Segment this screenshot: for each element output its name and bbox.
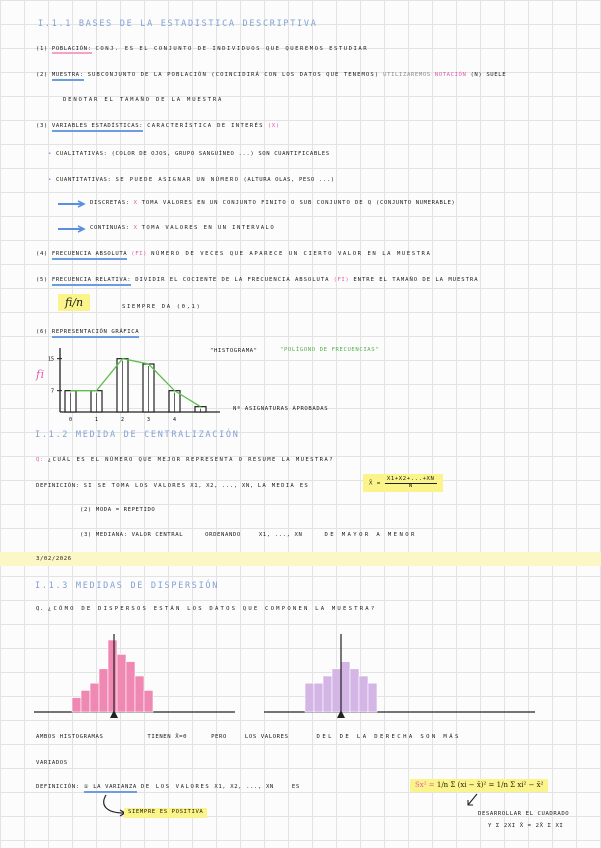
symbol-fi: (FI): [131, 251, 148, 257]
denominator: N: [408, 482, 413, 489]
term-notacion: NOTACIÓN: [434, 72, 467, 78]
term-continuas: CONTINUAS:: [90, 225, 130, 231]
def-variables: CARACTERÍSTICA DE INTERÉS: [147, 123, 264, 129]
term-cualitativas: CUALITATIVAS:: [55, 151, 108, 157]
question-text: ¿CÓMO DE DISPERSOS ESTÁN LOS DATOS QUE COMPONEN LA MUESTRA?: [47, 606, 377, 612]
def-frec-absoluta: NÚMERO DE VECES QUE APARECE UN CIERTO VALOR EN LA MUESTRA: [151, 251, 432, 257]
word-derecha: DEL DE LA DERECHA SON MÁS: [316, 734, 461, 740]
term-poblacion: POBLACIÓN:: [51, 46, 92, 52]
label-histograma: "HISTOGRAMA": [210, 348, 258, 354]
bullet-cualitativas: [48, 152, 330, 158]
date-label: 3/02/2026: [36, 556, 72, 562]
question-text: ¿CUÁL ES EL NÚMERO QUE MEJOR REPRESENTA O RESUME LA MUESTRA?: [47, 457, 334, 463]
purple-histogram-bar: [368, 683, 377, 712]
compare-text: [36, 735, 461, 741]
item-number: (5): [36, 277, 48, 283]
values-x: X1, X2, ..., XN: [214, 784, 274, 790]
item-number: (6): [36, 329, 48, 335]
symbol-n: (N): [470, 72, 483, 78]
dispersion-histograms: [30, 628, 570, 733]
term-variables: VARIABLES ESTADÍSTICAS:: [52, 123, 143, 132]
symbol-fi: (FI): [333, 277, 350, 283]
item-poblacion: [36, 47, 368, 53]
item-number: (2): [36, 72, 48, 78]
note-siempre-positiva: SIEMPRE ES POSITIVA: [124, 808, 207, 818]
sum-expression-alt: = 1/n Σ xi² − x̄²: [488, 781, 544, 789]
axis-label-fi: fi: [36, 368, 45, 381]
question-centralizacion: [36, 458, 334, 464]
symbol-x: (X): [267, 123, 280, 129]
item-number: (1): [36, 46, 48, 52]
pink-histogram-bar: [117, 654, 126, 712]
word-de-mayor-a-menor: DE MAYOR A MENOR: [324, 532, 417, 538]
sum-expression: 1/n Σ (xi − x̄)²: [436, 781, 487, 789]
section-title-centralizacion: I.1.2 MEDIDA DE CENTRALIZACIÓN: [35, 430, 240, 440]
item-number: (4): [36, 251, 48, 257]
values-x: X1, X2, ..., XN,: [190, 483, 254, 489]
purple-histogram-bar: [350, 669, 359, 712]
section-title-bases: I.1.1 BASES DE LA ESTADISTICA DESCRIPTIVA: [38, 19, 318, 29]
term-representacion: REPRESENTACIÓN GRÁFICA: [52, 329, 139, 338]
section-title-dispersion: I.1.3 MEDIDAS DE DISPERSIÓN: [35, 581, 220, 591]
def-media: [36, 484, 309, 490]
def-frec-relativa-end: ENTRE EL TAMAÑO DE LA MUESTRA: [353, 277, 479, 283]
term-mediana: (3) MEDIANA:: [80, 532, 128, 538]
question-dispersion: [36, 607, 376, 613]
word-ordenando: ORDENANDO: [205, 532, 241, 538]
x-tick-label: 4: [172, 417, 177, 423]
purple-histogram-bar: [359, 676, 368, 712]
label-poligono: "POLÍGONO DE FRECUENCIAS": [280, 347, 380, 353]
item-representacion: [36, 330, 139, 336]
word-los-valores: LOS VALORES: [244, 734, 289, 740]
word-ambos: AMBOS HISTOGRAMAS: [36, 734, 104, 740]
histogram-chart: [40, 342, 240, 437]
def-varianza: [36, 785, 300, 791]
def-muestra: SUBCONJUNTO DE LA POBLACIÓN (COINCIDIRÁ CON LOS DATOS QUE TENEMOS): [87, 72, 380, 78]
formula-frecuencia-relativa: fi/n: [58, 294, 90, 311]
term-definicion: DEFINICIÓN:: [36, 483, 80, 489]
purple-histogram-bar: [314, 683, 323, 712]
question-mark-q: Q:: [36, 457, 44, 463]
item-muestra: [36, 73, 506, 79]
note-utilizaremos: UTILIZAREMOS: [383, 72, 431, 78]
arrow-icon: [58, 225, 86, 233]
word-cuantificables: CUANTIFICABLES: [274, 151, 330, 157]
term-muestra: MUESTRA:: [52, 72, 84, 81]
term-discretas: DISCRETAS:: [90, 200, 130, 206]
purple-histogram-bar: [323, 676, 332, 712]
note-siempre-0-1: SIEMPRE DA (0,1): [122, 304, 202, 310]
item-variables: [36, 124, 280, 130]
pink-histogram-bar: [108, 640, 117, 712]
term-cuantitativas: CUANTITATIVAS:: [55, 177, 112, 183]
word-pero: PERO: [211, 734, 227, 740]
def-media-text: SI SE TOMA LOS VALORES: [83, 483, 187, 489]
symbol-sx2: Sx² =: [415, 781, 435, 789]
purple-histogram-bar: [332, 669, 341, 712]
pink-histogram-bar: [144, 690, 153, 712]
bullet-dot: •: [48, 177, 52, 183]
pink-histogram-bar: [135, 676, 144, 712]
symbol-x: X: [133, 200, 138, 206]
question-mark-q: Q.: [36, 606, 44, 612]
pink-histogram-bar: [81, 690, 90, 712]
numerator: X1+X2+...+XN: [386, 476, 435, 482]
formula-media: [363, 474, 443, 492]
note-numerable: (CONJUNTO NUMERABLE): [376, 200, 456, 206]
pointer-arrow-icon: [465, 793, 479, 807]
word-suele: SUELE: [486, 72, 507, 78]
term-frec-absoluta: FRECUENCIA ABSOLUTA: [52, 251, 127, 260]
values-x: X1, ..., XN: [258, 532, 303, 538]
note-suma-2x: Y Σ 2XI X̄ = 2X̄ Σ XI: [488, 823, 564, 829]
pink-histogram-bar: [99, 669, 108, 712]
term-definicion: DEFINICIÓN:: [36, 784, 80, 790]
symbol-x: X: [133, 225, 138, 231]
note-desarrollar: DESARROLLAR EL CUADRADO: [478, 811, 570, 817]
x-tick-label: 2: [120, 417, 125, 423]
formula-varianza: [410, 779, 548, 792]
def-varianza-text: DE LOS VALORES: [140, 784, 211, 790]
def-poblacion: CONJ. ES EL CONJUNTO DE INDIVIDUOS QUE QUEREMOS ESTUDIAR: [95, 46, 369, 52]
item-discretas: [90, 201, 455, 207]
axis-label-x: Nº ASIGNATURAS APROBADAS: [233, 406, 329, 412]
pink-histogram-bar: [72, 698, 81, 712]
y-tick-label: 7: [50, 388, 54, 395]
x-tick-label: 3: [146, 417, 151, 423]
word-variados: VARIADOS: [36, 760, 68, 766]
item-frec-relativa: [36, 278, 479, 284]
muestra-cont: DENOTAR EL TAMAÑO DE LA MUESTRA: [63, 97, 224, 103]
term-varianza: ① LA VARIANZA: [84, 784, 137, 793]
y-tick-label: 15: [47, 356, 54, 363]
item-mediana: [80, 533, 417, 539]
symbol-xbar: X̄ =: [369, 480, 381, 487]
item-continuas: [90, 226, 275, 232]
def-frec-relativa: DIVIDIR EL COCIENTE DE LA FRECUENCIA ABSOLUTA: [135, 277, 330, 283]
def-discretas: TOMA VALORES EN UN CONJUNTO FINITO O SUB CONJUNTO DE Q: [141, 200, 373, 206]
item-frec-absoluta: [36, 252, 431, 258]
date-band: [0, 552, 601, 566]
word-son: SON: [258, 151, 271, 157]
bullet-cuantitativas: [48, 178, 335, 184]
ex-cuantitativas: (ALTURA OLAS, PESO ...): [243, 177, 335, 183]
def-cuantitativas: SE PUEDE ASIGNAR UN NÚMERO: [115, 177, 240, 183]
item-number: (3): [36, 123, 48, 129]
def-media-text2: LA MEDIA ES: [257, 483, 310, 489]
item-moda: (2) MODA = REPETIDO: [80, 507, 156, 513]
purple-histogram-bar: [341, 662, 350, 712]
fraction-media: [385, 477, 437, 489]
purple-histogram-bar: [305, 683, 314, 712]
def-mediana: VALOR CENTRAL: [131, 532, 184, 538]
x-tick-label: 1: [94, 417, 99, 423]
pink-histogram-bar: [90, 683, 99, 712]
ex-cualitativas: (COLOR DE OJOS, GRUPO SANGUÍNEO ...): [111, 151, 255, 157]
word-es: ES: [291, 784, 300, 790]
def-continuas: TOMA VALORES EN UN INTERVALO: [141, 225, 276, 231]
term-frec-relativa: FRECUENCIA RELATIVA:: [52, 277, 131, 286]
x-tick-label: 0: [68, 417, 73, 423]
bullet-dot: •: [48, 151, 52, 157]
arrow-icon: [58, 200, 86, 208]
word-tienen: TIENEN: [147, 734, 172, 740]
frequency-polygon: [71, 359, 201, 407]
pink-histogram-bar: [126, 662, 135, 712]
symbol-xbar-zero: X̄=0: [175, 734, 188, 740]
